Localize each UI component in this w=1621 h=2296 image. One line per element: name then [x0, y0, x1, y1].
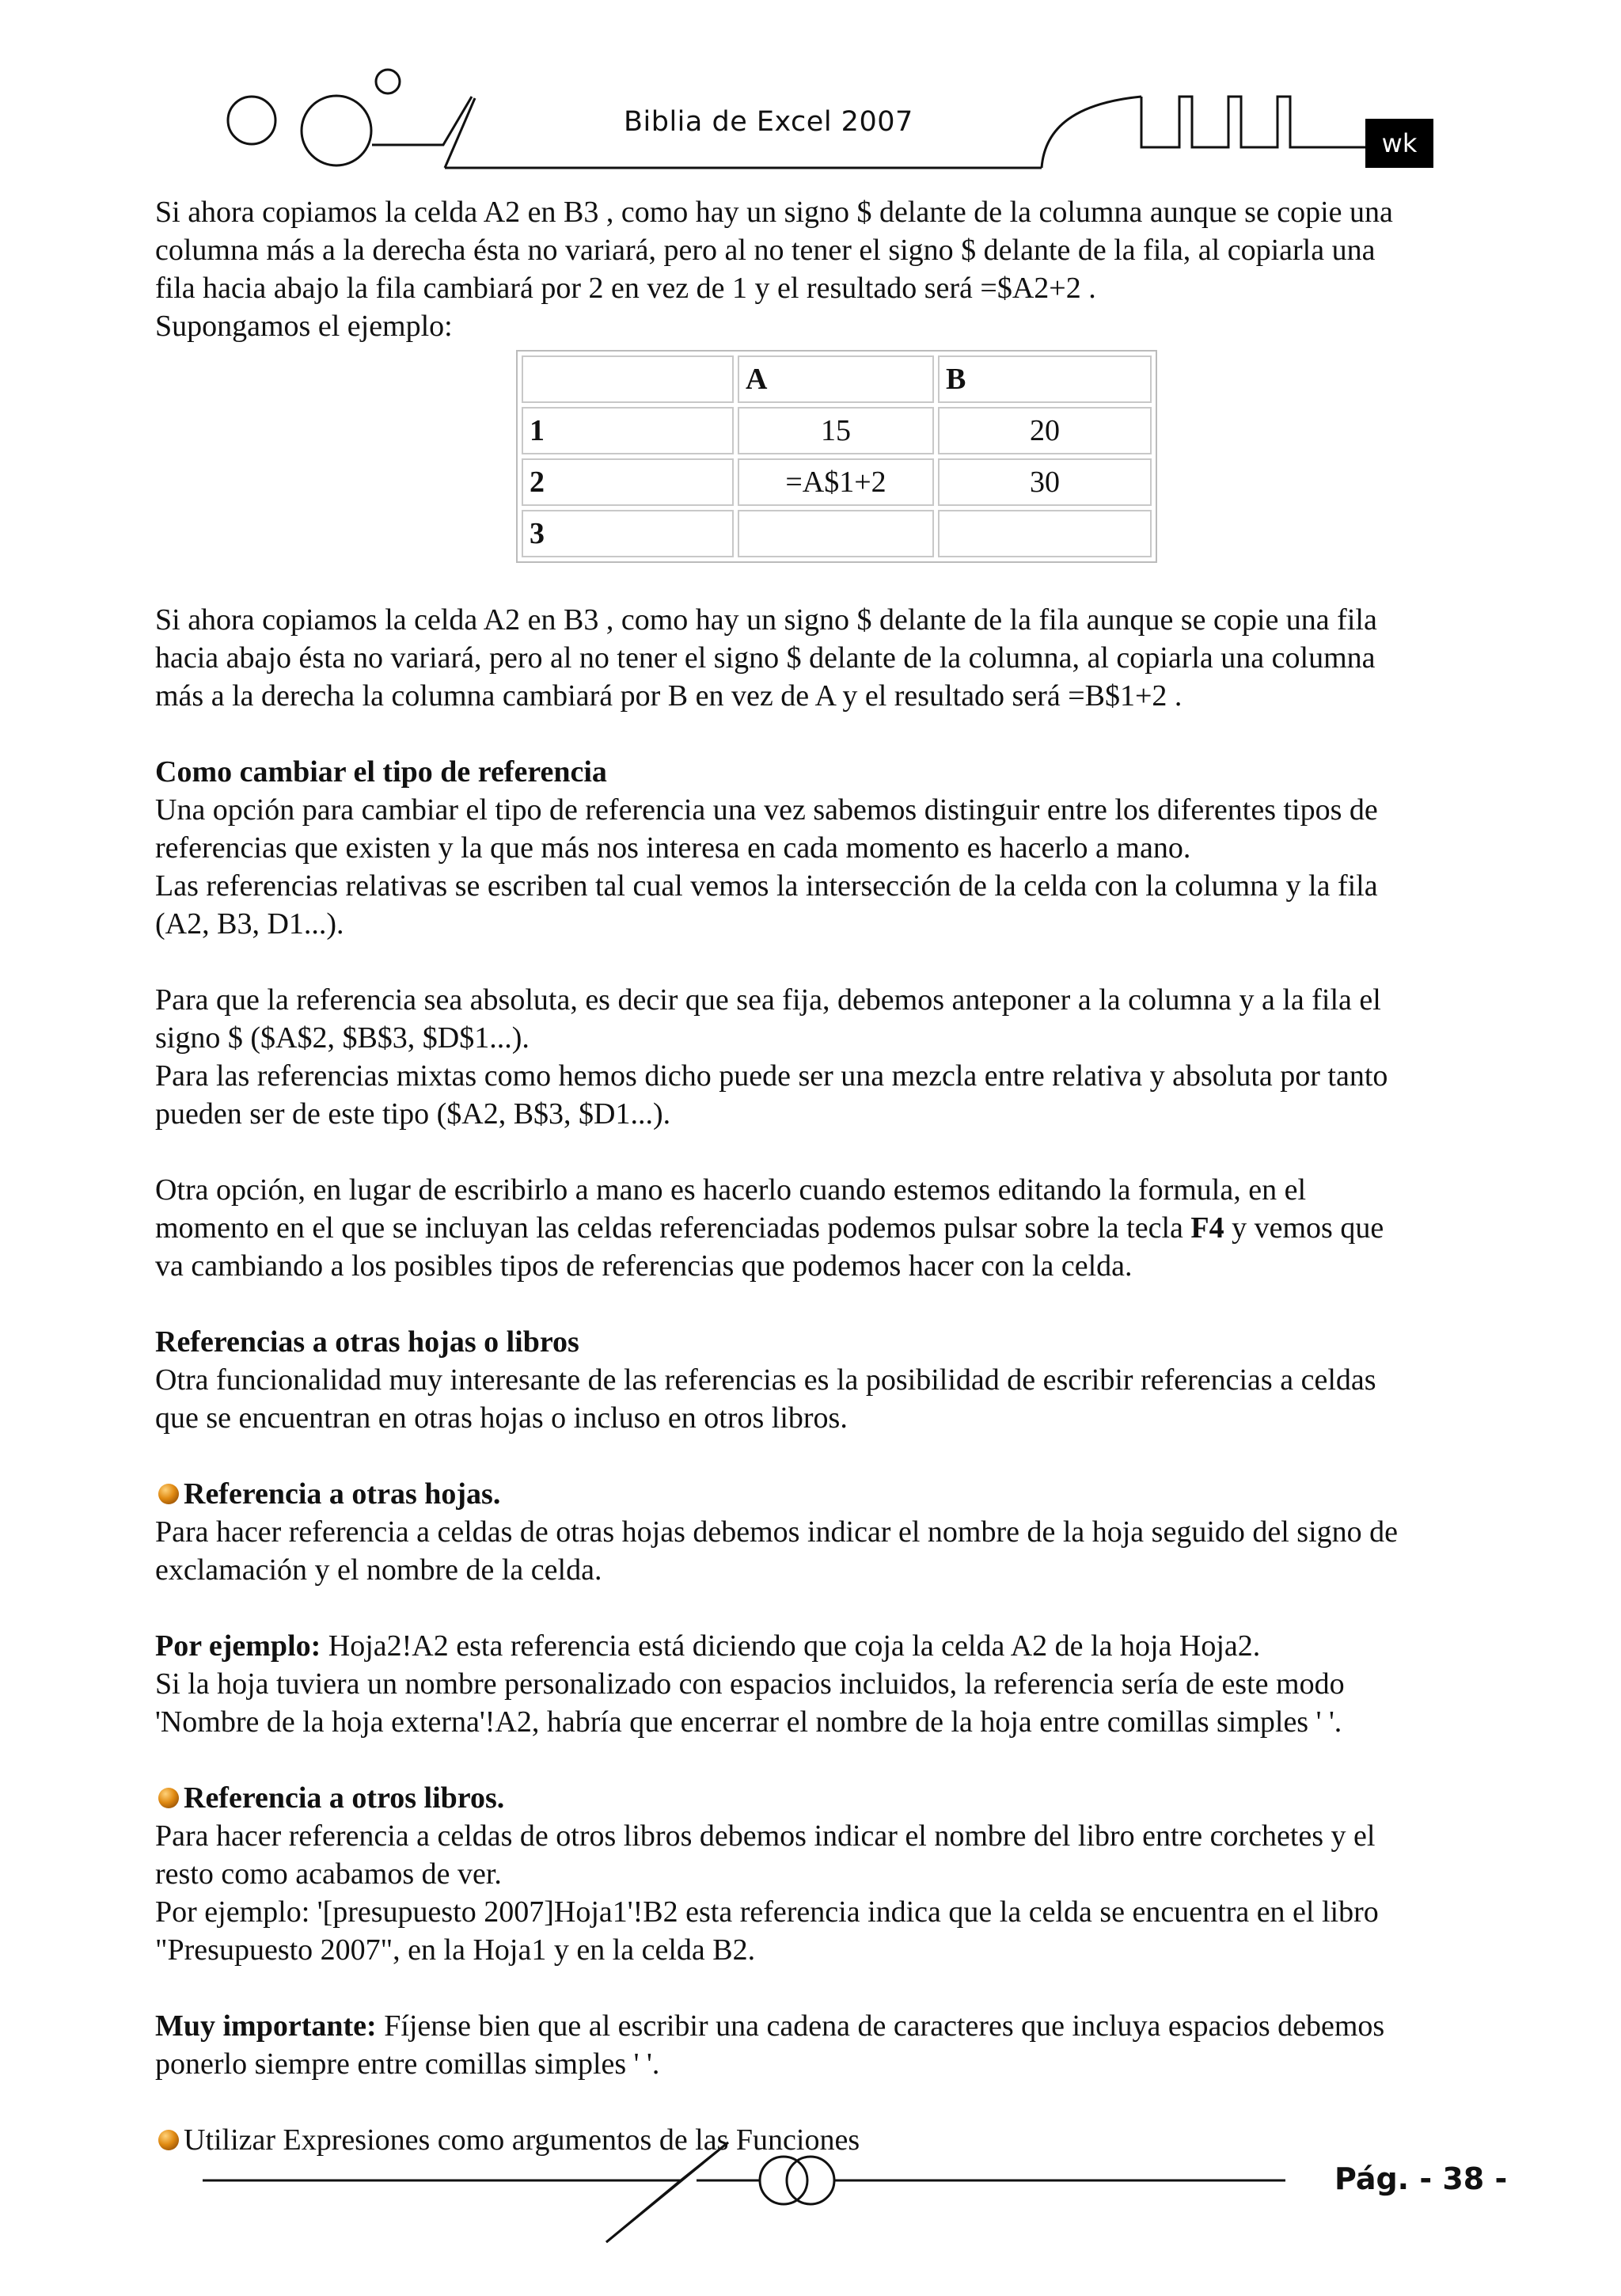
books-line: "Presupuesto 2007", en la Hoja1 y en la celda B2.	[155, 1933, 756, 1967]
example-label: Por ejemplo:	[155, 1629, 321, 1663]
table-row	[522, 510, 1152, 557]
f4-line-pre: momento en el que se incluyan las celdas referenciadas podemos pulsar sobre la tecla	[155, 1211, 1191, 1245]
books-line: Para hacer referencia a celdas de otros libros debemos indicar el nombre del libro entre corchetes y el	[155, 1819, 1376, 1853]
important-note	[155, 2007, 1517, 2045]
sheets-example	[155, 1627, 1517, 1665]
header-badge: wk	[1365, 119, 1433, 168]
section-heading: Como cambiar el tipo de referencia	[155, 755, 607, 789]
orange-bullet-icon	[158, 1788, 179, 1808]
section1-line: Una opción para cambiar el tipo de referencia una vez sabemos distinguir entre los diferentes tipos de	[155, 793, 1378, 827]
sheets-line: Si la hoja tuviera un nombre personalizado con espacios incluidos, la referencia sería de este modo	[155, 1667, 1345, 1701]
section1-line: Para que la referencia sea absoluta, es decir que sea fija, debemos anteponer a la columna y a la fila el	[155, 983, 1381, 1017]
column-header-b: B	[938, 355, 1152, 403]
section1-line: (A2, B3, D1...).	[155, 907, 344, 941]
important-label: Muy importante:	[155, 2009, 377, 2043]
para2-line: Si ahora copiamos la celda A2 en B3 , como hay un signo $ delante de la fila aunque se copie una fila	[155, 603, 1377, 637]
section1-line: va cambiando a los posibles tipos de referencias que podemos hacer con la celda.	[155, 1249, 1133, 1283]
section1-line: pueden ser de este tipo ($A2, B$3, $D1...).	[155, 1097, 671, 1131]
section1-line: referencias que existen y la que más nos interesa en cada momento es hacerlo a mano.	[155, 831, 1191, 865]
para1-line: Supongamos el ejemplo:	[155, 310, 453, 343]
row-header: 1	[522, 407, 734, 454]
last-bullet	[155, 2121, 1517, 2159]
row-header: 3	[522, 510, 734, 557]
orange-bullet-icon	[158, 1484, 179, 1504]
f4-key: F4	[1190, 1211, 1224, 1245]
section2-line: Otra funcionalidad muy interesante de las referencias es la posibilidad de escribir referencias a celdas	[155, 1363, 1376, 1397]
cell-b3	[938, 510, 1152, 557]
column-header-a: A	[738, 355, 934, 403]
books-line: resto como acabamos de ver.	[155, 1857, 502, 1891]
cell-a2: =A$1+2	[738, 458, 934, 506]
example-table	[516, 350, 1157, 563]
sheets-line: exclamación y el nombre de la celda.	[155, 1553, 602, 1587]
section1-line: Las referencias relativas se escriben tal cual vemos la intersección de la celda con la columna y la fila	[155, 869, 1378, 903]
books-heading	[155, 1779, 1517, 1817]
cell-b2: 30	[938, 458, 1152, 506]
section1-line: signo $ ($A$2, $B$3, $D$1...).	[155, 1021, 530, 1055]
table-row	[522, 458, 1152, 506]
row-header: 2	[522, 458, 734, 506]
table-row	[522, 407, 1152, 454]
books-heading-text: Referencia a otros libros.	[184, 1781, 505, 1815]
para1-line: fila hacia abajo la fila cambiará por 2 en vez de 1 y el resultado será =$A2+2 .	[155, 272, 1096, 305]
orange-bullet-icon	[158, 2130, 179, 2150]
example-text: Hoja2!A2 esta referencia está diciendo que coja la celda A2 de la hoja Hoja2.	[321, 1629, 1261, 1663]
cell-b1: 20	[938, 407, 1152, 454]
sheets-line: Para hacer referencia a celdas de otras hojas debemos indicar el nombre de la hoja seguido del signo de	[155, 1515, 1399, 1549]
sheets-heading	[155, 1475, 1517, 1513]
para1-line: columna más a la derecha ésta no variará, pero al no tener el signo $ delante de la fila, al copiarla una	[155, 234, 1376, 267]
cell-a3	[738, 510, 934, 557]
sheets-heading-text: Referencia a otras hojas.	[184, 1477, 501, 1511]
para1-line: Si ahora copiamos la celda A2 en B3 , como hay un signo $ delante de la columna aunque se copie una	[155, 196, 1393, 229]
cell-a1: 15	[738, 407, 934, 454]
important-line: ponerlo siempre entre comillas simples ' '.	[155, 2047, 660, 2081]
table-corner-cell	[522, 355, 734, 403]
table-row	[522, 355, 1152, 403]
section1-line: Para las referencias mixtas como hemos dicho puede ser una mezcla entre relativa y absoluta por tanto	[155, 1059, 1388, 1093]
sheets-line: 'Nombre de la hoja externa'!A2, habría que encerrar el nombre de la hoja entre comillas simples ' '.	[155, 1705, 1342, 1739]
f4-line	[155, 1209, 1517, 1247]
last-bullet-text: Utilizar Expresiones como argumentos de las Funciones	[184, 2123, 860, 2157]
important-text: Fíjense bien que al escribir una cadena de caracteres que incluya espacios debemos	[376, 2009, 1385, 2043]
section-heading: Referencias a otras hojas o libros	[155, 1325, 579, 1359]
section1-line: Otra opción, en lugar de escribirlo a mano es hacerlo cuando estemos editando la formula, en el	[155, 1173, 1307, 1207]
section2-line: que se encuentran en otras hojas o incluso en otros libros.	[155, 1401, 848, 1435]
page-number: Pág. - 38 -	[1334, 2161, 1508, 2196]
books-line: Por ejemplo: '[presupuesto 2007]Hoja1'!B2 esta referencia indica que la celda se encuentra en el libro	[155, 1895, 1379, 1929]
header-title: Biblia de Excel 2007	[624, 106, 913, 138]
page-content	[155, 193, 1517, 2159]
f4-line-post: y vemos que	[1224, 1211, 1384, 1245]
para2-line: más a la derecha la columna cambiará por B en vez de A y el resultado será =B$1+2 .	[155, 679, 1183, 713]
para2-line: hacia abajo ésta no variará, pero al no tener el signo $ delante de la columna, al copiarla una columna	[155, 641, 1376, 675]
